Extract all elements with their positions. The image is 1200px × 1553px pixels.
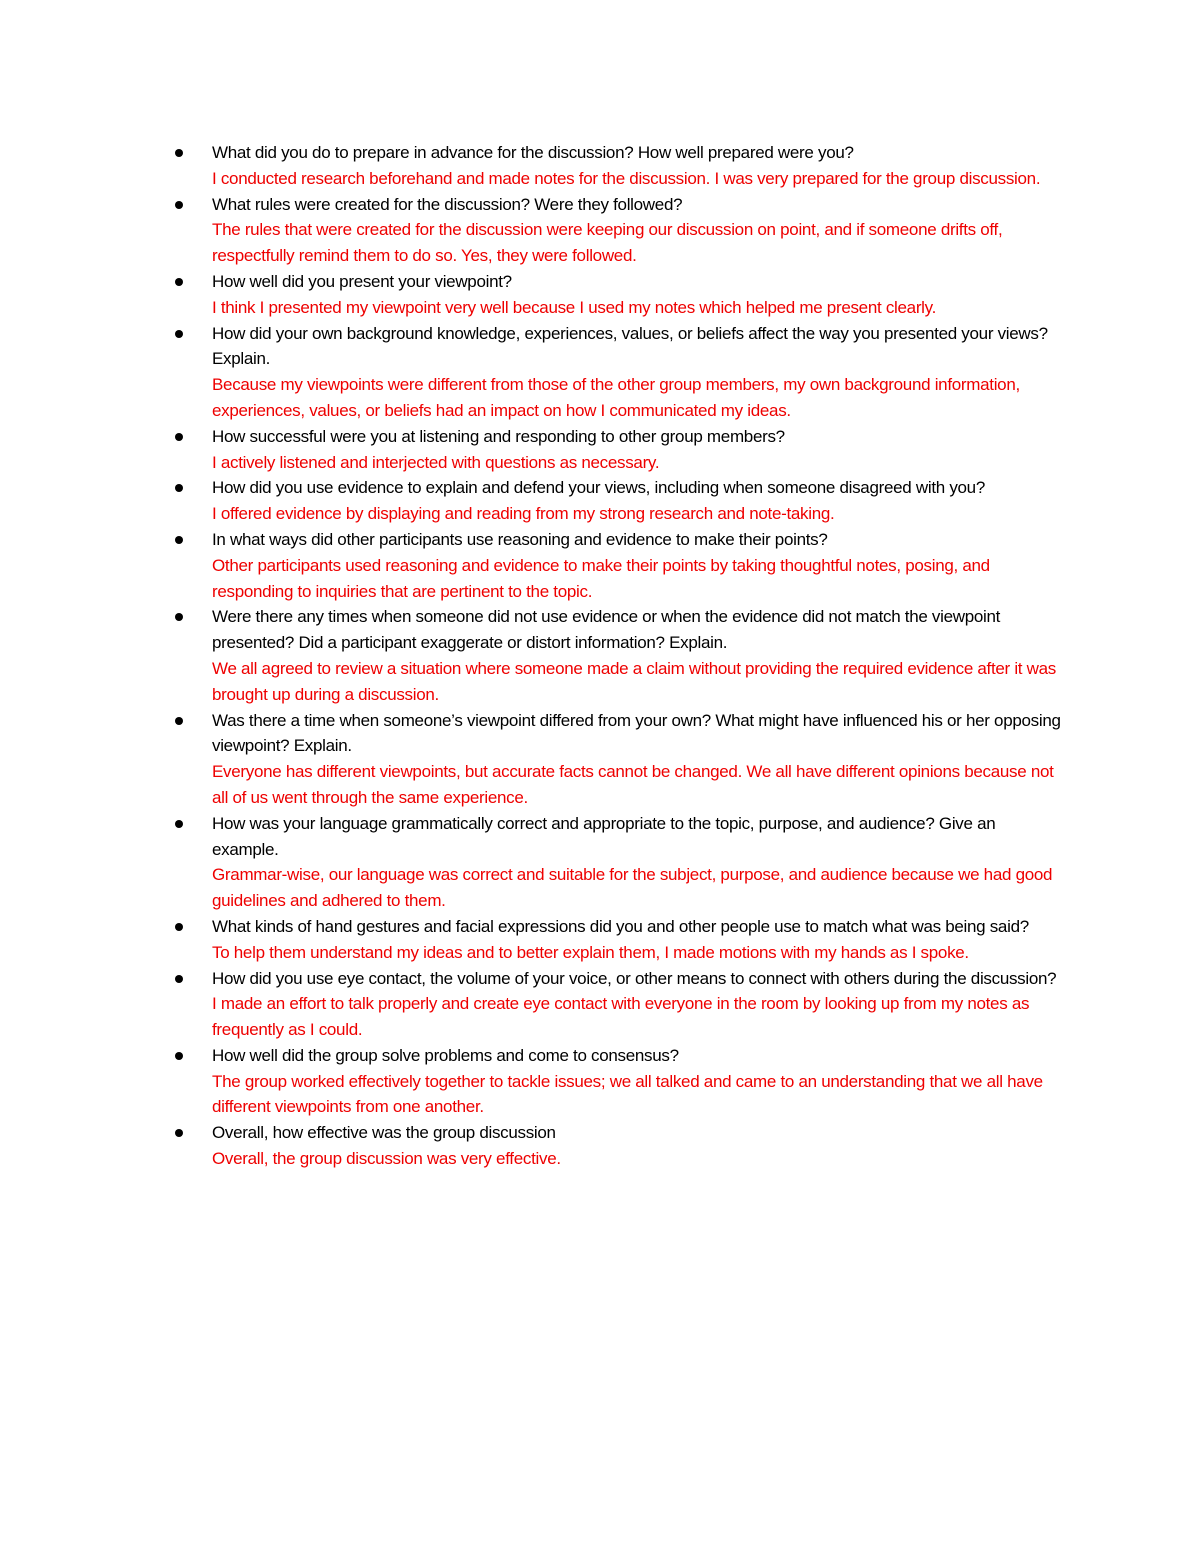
list-item (172, 1043, 1062, 1120)
bullet-icon (175, 278, 183, 286)
question-text: What did you do to prepare in advance for the discussion? How well prepared were you? (212, 143, 854, 162)
question-text: How well did you present your viewpoint? (212, 271, 512, 291)
question-text: Were there any times when someone did not use evidence or when the evidence did not match the viewpoint presented? Did a participant exaggerate or distort information? Explain. (212, 607, 1001, 653)
bullet-icon (175, 975, 183, 983)
list-item (172, 811, 1062, 914)
list-item (172, 1120, 1062, 1172)
list-item (172, 914, 1062, 966)
answer-text: The rules that were created for the discussion were keeping our discussion on point, and if someone drifts off, respectfully remind them to do so. Yes, they were followed. (212, 220, 1003, 266)
bullet-icon (175, 923, 183, 931)
bullet-icon (175, 613, 183, 621)
answer-text: Grammar-wise, our language was correct and suitable for the subject, purpose, and audience because we had good guidelines and adhered to them. (212, 865, 1053, 911)
answer-text: Other participants used reasoning and evidence to make their points by taking thoughtful notes, posing, and responding to inquiries that are pertinent to the topic. (212, 555, 990, 601)
list-item (172, 192, 1062, 269)
bullet-icon (175, 820, 183, 828)
answer-text: We all agreed to review a situation where someone made a claim without providing the required evidence after it was brought up during a discussion. (212, 658, 1056, 704)
question-text: Was there a time when someone’s viewpoint differed from your own? What might have influenced his or her opposing viewpoint? Explain. (212, 710, 1061, 756)
answer-text: I made an effort to talk properly and create eye contact with everyone in the room by looking up from my notes as frequently as I could. (212, 994, 1030, 1040)
list-item (172, 140, 1062, 192)
bullet-icon (175, 484, 183, 492)
bullet-icon (175, 330, 183, 338)
question-text: How did you use eye contact, the volume of your voice, or other means to connect with others during the discussion? (212, 968, 1057, 988)
bullet-icon (175, 1052, 183, 1060)
answer-text: I think I presented my viewpoint very well because I used my notes which helped me present clearly. (212, 297, 937, 317)
bullet-icon (175, 536, 183, 544)
list-item (172, 966, 1062, 1043)
list-item (172, 604, 1062, 707)
question-answer-list (172, 140, 1062, 1172)
list-item (172, 475, 1062, 527)
question-text: In what ways did other participants use reasoning and evidence to make their points? (212, 529, 828, 549)
bullet-icon (175, 149, 183, 157)
answer-text: I offered evidence by displaying and reading from my strong research and note-taking. (212, 504, 835, 524)
bullet-icon (175, 201, 183, 209)
answer-text: Overall, the group discussion was very effective. (212, 1149, 561, 1169)
question-text: How did your own background knowledge, experiences, values, or beliefs affect the way you presented your views? Explain. (212, 323, 1048, 369)
question-text: How well did the group solve problems and come to consensus? (212, 1045, 679, 1065)
answer-text: Everyone has different viewpoints, but accurate facts cannot be changed. We all have different opinions because not all of us went through the same experience. (212, 762, 1054, 807)
answer-text: I actively listened and interjected with questions as necessary. (212, 452, 660, 472)
answer-text: The group worked effectively together to tackle issues; we all talked and came to an understanding that we all have different viewpoints from one another. (212, 1071, 1043, 1117)
answer-text: I conducted research beforehand and made notes for the discussion. I was very prepared for the group discussion. (212, 168, 1041, 188)
list-item (172, 321, 1062, 424)
list-item (172, 527, 1062, 604)
list-item (172, 708, 1062, 811)
list-item (172, 269, 1062, 321)
question-text: How did you use evidence to explain and defend your views, including when someone disagreed with you? (212, 478, 985, 498)
bullet-icon (175, 717, 183, 725)
list-item (172, 424, 1062, 476)
question-text: What kinds of hand gestures and facial expressions did you and other people use to match what was being said? (212, 916, 1029, 936)
bullet-icon (175, 433, 183, 441)
question-text: How was your language grammatically correct and appropriate to the topic, purpose, and audience? Give an example. (212, 813, 996, 859)
question-text: How successful were you at listening and responding to other group members? (212, 426, 785, 446)
answer-text: To help them understand my ideas and to better explain them, I made motions with my hands as I spoke. (212, 942, 969, 962)
answer-text: Because my viewpoints were different from those of the other group members, my own background information, experiences, values, or beliefs had an impact on how I communicated my ideas. (212, 375, 1020, 420)
question-text: What rules were created for the discussion? Were they followed? (212, 194, 683, 214)
bullet-icon (175, 1129, 183, 1137)
question-text: Overall, how effective was the group discussion (212, 1123, 556, 1143)
